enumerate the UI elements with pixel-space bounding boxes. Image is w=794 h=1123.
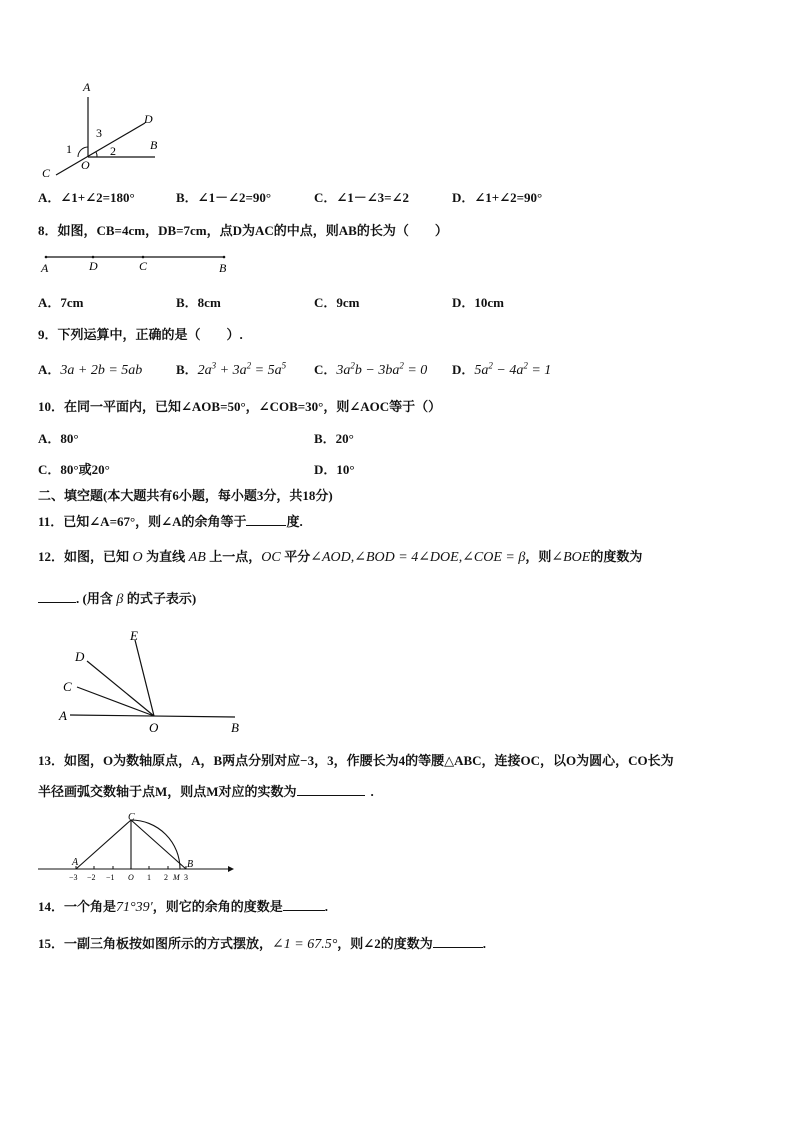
q12-text-d: 平分 (284, 549, 311, 564)
q7-option-a: A．∠1+∠2=180° (38, 190, 135, 205)
label-1: 1 (66, 142, 72, 156)
side-BC (131, 820, 186, 869)
q12-text-b: 为直线 (146, 549, 186, 564)
q13-line1: 13．如图，O为数轴原点，A，B两点分别对应−3，3，作腰长为4的等腰△ABC，连接OC，以O为圆心，CO长为 (38, 753, 674, 768)
q12-text-c: 上一点， (209, 549, 262, 564)
q9-option-c (314, 359, 427, 379)
side-AC (76, 820, 131, 869)
label-D: D (89, 259, 98, 273)
q9-option-b (176, 359, 286, 379)
q13-answer-blank[interactable] (297, 782, 365, 796)
q9-option-a-label: A． (38, 362, 61, 377)
q9-option-b-expr: $2a^3 + 3a^2 = 5a^5$ (197, 360, 287, 378)
q9-option-d-label: D． (452, 362, 475, 377)
label-B: B (231, 720, 239, 735)
q14-answer-blank[interactable] (283, 897, 325, 911)
q8-text: 8．如图，CB=4cm，DB=7cm，点D为AC的中点，则AB的长为（ ） (38, 223, 448, 238)
q8-option-c: C．9cm (314, 295, 360, 310)
label-A: A (41, 261, 49, 275)
q9-option-c-expr: $3a^2b - 3ba^2 = 0$ (336, 360, 428, 378)
q15 (38, 933, 486, 953)
q15-end: . (482, 936, 486, 951)
q12-answer-blank[interactable] (38, 589, 76, 603)
tick-1: 1 (147, 873, 151, 882)
q13-figure (36, 812, 236, 884)
q14-pre: 14．一个角是 (38, 899, 117, 914)
q12-math-condition: ∠AOD,∠BOD = 4∠DOE,∠COE = β (310, 550, 526, 565)
q9-option-b-label: B． (176, 362, 198, 377)
q12-text-e: ，则 (525, 549, 552, 564)
q9-option-d-expr: $5a^2 - 4a^2 = 1$ (474, 360, 552, 378)
q10-option-d: D．10° (314, 462, 355, 477)
q7-figure (30, 75, 170, 185)
q15-angle: ∠1 = 67.5° (272, 937, 338, 952)
q9-option-a (38, 359, 142, 379)
q12-math-o: O (129, 550, 147, 565)
q14-angle: 71°39′ (116, 900, 153, 915)
angle-arc-2 (96, 152, 97, 157)
label-A: A (83, 80, 91, 94)
ray-OE (135, 640, 154, 716)
q12-text-a: 12．如图，已知 (38, 549, 130, 564)
point-A (45, 256, 48, 259)
angle-arc (78, 147, 88, 157)
label-2: 2 (110, 144, 116, 158)
label-C: C (63, 679, 72, 694)
label-D: D (144, 112, 153, 126)
q13-text-b: 半径画弧交数轴于点M，则点M对应的实数为 (38, 784, 297, 799)
tick-2: 2 (164, 873, 168, 882)
q12-text-g: . (用含 (76, 591, 113, 606)
q14-end: . (324, 899, 328, 914)
q12-line2 (38, 588, 196, 608)
tick-3: 3 (184, 873, 188, 882)
label-C: C (128, 812, 135, 823)
q13-line2 (38, 781, 374, 800)
label-A: A (59, 708, 67, 723)
q12-text-h: 的式子表示) (126, 591, 197, 606)
point-D (92, 256, 95, 259)
axis-arrow (228, 866, 234, 872)
q14-post: ，则它的余角的度数是 (152, 899, 283, 914)
tick-neg3: −3 (69, 873, 78, 882)
label-E: E (130, 628, 138, 643)
q8-option-b: B．8cm (176, 295, 221, 310)
ray-OC (77, 687, 154, 716)
q12-math-beta: β (112, 592, 127, 607)
q12-math-boe: ∠BOE (551, 550, 591, 565)
q10-option-c: C．80°或20° (38, 462, 110, 477)
q15-answer-blank[interactable] (433, 934, 483, 948)
q12-figure (55, 628, 250, 736)
label-3: 3 (96, 126, 102, 140)
q10-option-a: A．80° (38, 431, 79, 446)
q12-math-oc: OC (261, 550, 285, 565)
q9-text: 9．下列运算中，正确的是（ ）. (38, 327, 243, 342)
q7-option-b: B．∠1－∠2=90° (176, 190, 272, 205)
label-C: C (139, 259, 148, 273)
label-B: B (219, 261, 227, 275)
label-B: B (150, 138, 158, 152)
label-C: C (42, 166, 51, 180)
q13-end: . (370, 784, 374, 799)
tick-origin: O (128, 873, 134, 882)
q12-math-ab: AB (185, 550, 210, 565)
q12-text-f: 的度数为 (590, 549, 643, 564)
q15-mid: ，则∠2的度数为 (337, 936, 433, 951)
q11-pre: 11．已知∠A=67°，则∠A的余角等于 (38, 514, 247, 529)
label-A: A (72, 857, 79, 868)
q11-post: 度. (286, 514, 303, 529)
q9-option-a-expr: 3a + 2b = 5ab (60, 363, 143, 378)
q9-option-c-label: C． (314, 362, 337, 377)
q15-pre: 15．一副三角板按如图所示的方式摆放， (38, 936, 273, 951)
q9-option-d (452, 359, 551, 379)
q8-figure (36, 248, 236, 276)
q10-text: 10．在同一平面内，已知∠AOB=50°，∠COB=30°，则∠AOC等于（） (38, 399, 442, 414)
q11 (38, 511, 303, 530)
tick-neg2: −2 (87, 873, 96, 882)
q12-line1 (38, 546, 642, 566)
label-D: D (75, 649, 85, 664)
q7-option-d: D．∠1+∠2=90° (452, 190, 543, 205)
q7-option-c: C．∠1－∠3=∠2 (314, 190, 409, 205)
point-C (142, 256, 145, 259)
ray-OD (87, 661, 154, 716)
label-O: O (149, 720, 159, 735)
q14 (38, 896, 328, 916)
tick-M: M (173, 873, 180, 882)
arc-CM (131, 820, 180, 869)
tick-neg1: −1 (106, 873, 115, 882)
label-O: O (81, 158, 90, 172)
q8-option-d: D．10cm (452, 295, 504, 310)
q8-option-a: A．7cm (38, 295, 84, 310)
q11-answer-blank[interactable] (246, 512, 286, 526)
point-B (223, 256, 226, 259)
section-heading: 二、填空题(本大题共有6小题，每小题3分，共18分) (38, 488, 333, 503)
label-B: B (187, 859, 194, 870)
q10-option-b: B．20° (314, 431, 354, 446)
